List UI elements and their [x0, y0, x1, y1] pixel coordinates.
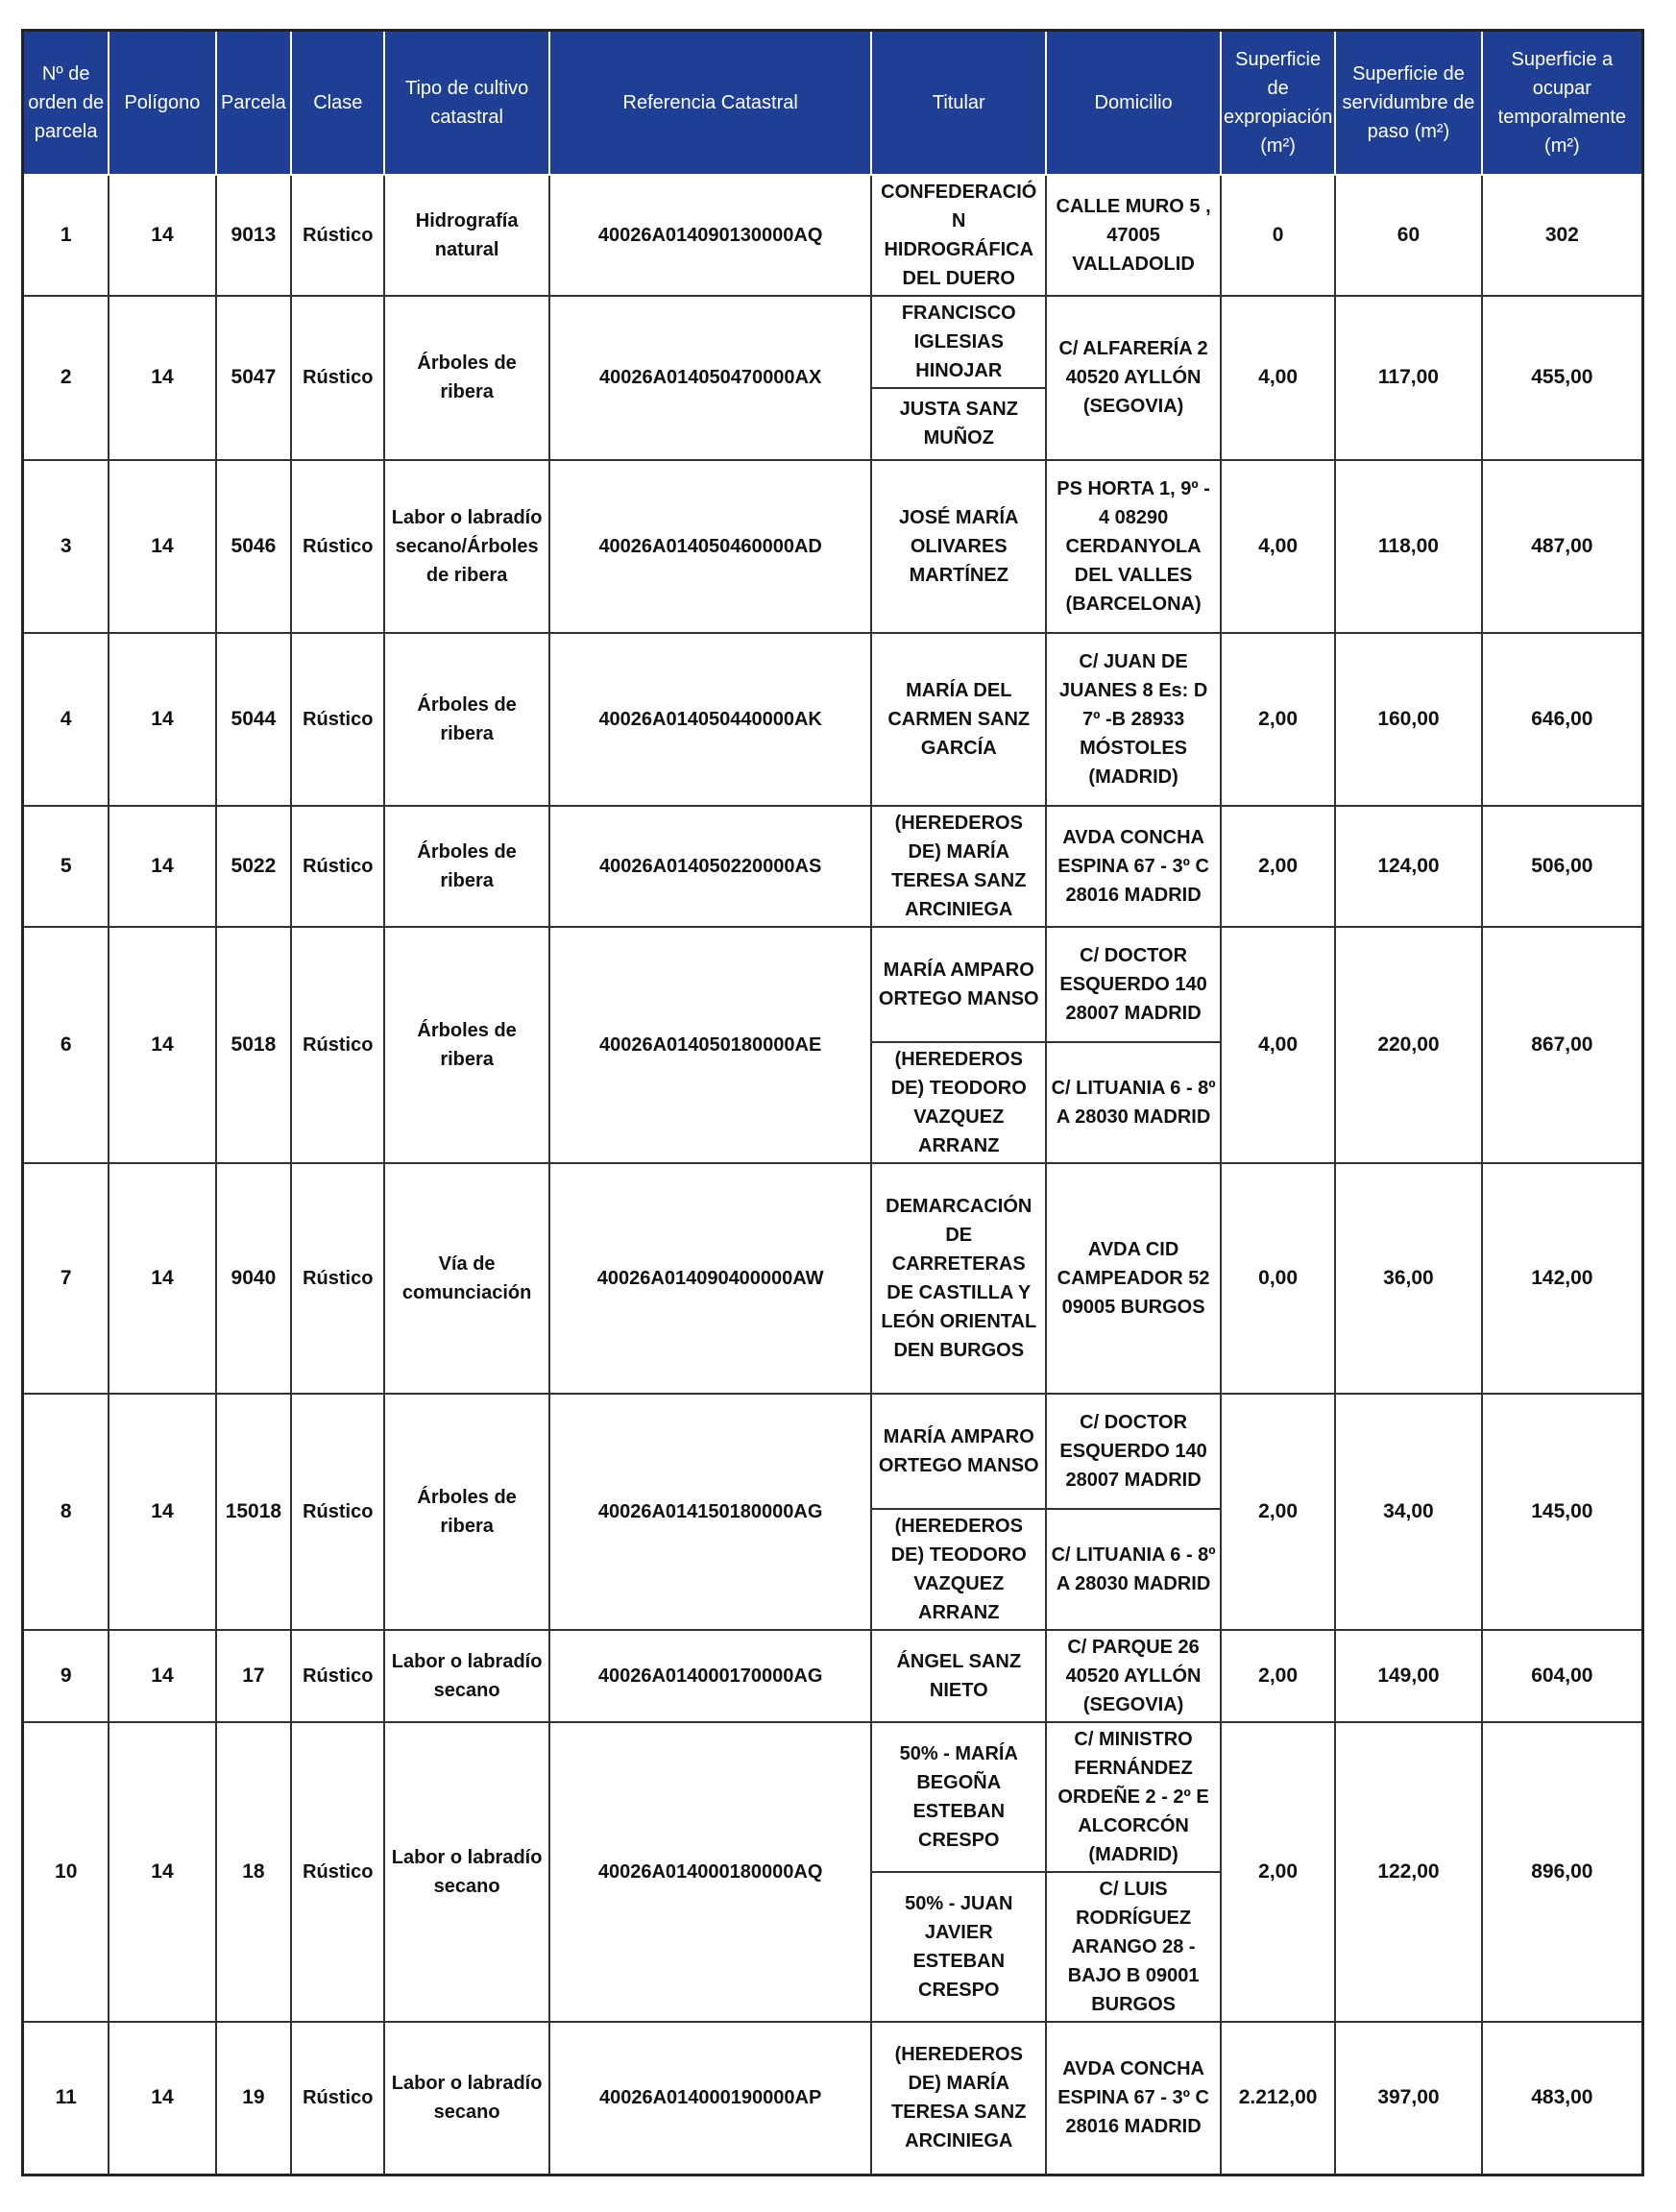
cell-referencia: 40026A014000180000AQ — [549, 1722, 871, 2022]
table-row — [23, 1163, 1643, 1394]
cell-orden: 6 — [23, 927, 109, 1163]
cell-tipo-cultivo: Labor o labradío secano/Árboles de ribera — [384, 460, 549, 633]
header-expropiacion: Superficie de expropiación (m²) — [1221, 31, 1335, 175]
cell-temporal: 483,00 — [1482, 2022, 1643, 2176]
header-servidumbre: Superficie de servidumbre de paso (m²) — [1335, 31, 1482, 175]
cell-servidumbre: 60 — [1335, 175, 1482, 296]
cell-temporal: 145,00 — [1482, 1394, 1643, 1630]
cell-servidumbre: 220,00 — [1335, 927, 1482, 1163]
cell-servidumbre: 149,00 — [1335, 1630, 1482, 1722]
cell-orden: 5 — [23, 806, 109, 927]
cell-servidumbre: 36,00 — [1335, 1163, 1482, 1394]
cell-clase: Rústico — [291, 2022, 384, 2176]
table-row — [23, 296, 1643, 388]
cell-domicilio: C/ JUAN DE JUANES 8 Es: D 7º -B 28933 MÓSTOLES (MADRID) — [1046, 633, 1221, 806]
cell-expropiacion: 2,00 — [1221, 1394, 1335, 1630]
cell-orden: 7 — [23, 1163, 109, 1394]
cell-orden: 11 — [23, 2022, 109, 2176]
cell-referencia: 40026A014000170000AG — [549, 1630, 871, 1722]
cell-tipo-cultivo: Árboles de ribera — [384, 927, 549, 1163]
cell-servidumbre: 160,00 — [1335, 633, 1482, 806]
cell-poligono: 14 — [109, 806, 215, 927]
header-orden: Nº de orden de parcela — [23, 31, 109, 175]
cell-domicilio: C/ PARQUE 26 40520 AYLLÓN (SEGOVIA) — [1046, 1630, 1221, 1722]
cell-temporal: 896,00 — [1482, 1722, 1643, 2022]
cell-tipo-cultivo: Labor o labradío secano — [384, 1630, 549, 1722]
cell-tipo-cultivo: Labor o labradío secano — [384, 2022, 549, 2176]
cell-poligono: 14 — [109, 1163, 215, 1394]
cell-domicilio: C/ LUIS RODRÍGUEZ ARANGO 28 - BAJO B 09001 BURGOS — [1046, 1872, 1221, 2022]
cell-tipo-cultivo: Árboles de ribera — [384, 806, 549, 927]
cell-titular: DEMARCACIÓN DE CARRETERAS DE CASTILLA Y LEÓN ORIENTAL DEN BURGOS — [871, 1163, 1046, 1394]
cell-servidumbre: 122,00 — [1335, 1722, 1482, 2022]
cell-orden: 4 — [23, 633, 109, 806]
cell-temporal: 487,00 — [1482, 460, 1643, 633]
cell-tipo-cultivo: Vía de comunciación — [384, 1163, 549, 1394]
cell-temporal: 506,00 — [1482, 806, 1643, 927]
cell-clase: Rústico — [291, 1394, 384, 1630]
cell-titular: (HEREDEROS DE) MARÍA TERESA SANZ ARCINIEGA — [871, 806, 1046, 927]
cell-temporal: 646,00 — [1482, 633, 1643, 806]
cell-referencia: 40026A014090130000AQ — [549, 175, 871, 296]
cell-temporal: 867,00 — [1482, 927, 1643, 1163]
header-titular: Titular — [871, 31, 1046, 175]
cell-domicilio: C/ DOCTOR ESQUERDO 140 28007 MADRID — [1046, 1394, 1221, 1509]
cell-parcela: 17 — [216, 1630, 292, 1722]
table-row — [23, 1722, 1643, 1872]
cell-referencia: 40026A014050440000AK — [549, 633, 871, 806]
cell-orden: 9 — [23, 1630, 109, 1722]
cell-poligono: 14 — [109, 460, 215, 633]
cell-parcela: 5022 — [216, 806, 292, 927]
cell-titular: MARÍA DEL CARMEN SANZ GARCÍA — [871, 633, 1046, 806]
cell-parcela: 9040 — [216, 1163, 292, 1394]
header-row — [23, 31, 1643, 175]
cell-parcela: 5018 — [216, 927, 292, 1163]
parcels-table — [21, 29, 1644, 2176]
header-domicilio: Domicilio — [1046, 31, 1221, 175]
cell-domicilio: C/ LITUANIA 6 - 8º A 28030 MADRID — [1046, 1042, 1221, 1163]
cell-poligono: 14 — [109, 1722, 215, 2022]
cell-domicilio: C/ DOCTOR ESQUERDO 140 28007 MADRID — [1046, 927, 1221, 1042]
cell-titular: 50% - MARÍA BEGOÑA ESTEBAN CRESPO — [871, 1722, 1046, 1872]
cell-clase: Rústico — [291, 633, 384, 806]
cell-titular: (HEREDEROS DE) TEODORO VAZQUEZ ARRANZ — [871, 1509, 1046, 1630]
cell-clase: Rústico — [291, 1722, 384, 2022]
cell-servidumbre: 124,00 — [1335, 806, 1482, 927]
cell-titular: (HEREDEROS DE) TEODORO VAZQUEZ ARRANZ — [871, 1042, 1046, 1163]
cell-orden: 1 — [23, 175, 109, 296]
cell-poligono: 14 — [109, 1630, 215, 1722]
cell-clase: Rústico — [291, 175, 384, 296]
cell-referencia: 40026A014050470000AX — [549, 296, 871, 460]
cell-domicilio: C/ LITUANIA 6 - 8º A 28030 MADRID — [1046, 1509, 1221, 1630]
cell-referencia: 40026A014150180000AG — [549, 1394, 871, 1630]
table-row — [23, 460, 1643, 633]
cell-titular: MARÍA AMPARO ORTEGO MANSO — [871, 927, 1046, 1042]
cell-tipo-cultivo: Labor o labradío secano — [384, 1722, 549, 2022]
cell-titular: FRANCISCO IGLESIAS HINOJAR — [871, 296, 1046, 388]
table-row — [23, 1394, 1643, 1509]
cell-poligono: 14 — [109, 1394, 215, 1630]
cell-referencia: 40026A014090400000AW — [549, 1163, 871, 1394]
cell-titular: (HEREDEROS DE) MARÍA TERESA SANZ ARCINIEGA — [871, 2022, 1046, 2176]
cell-poligono: 14 — [109, 633, 215, 806]
cell-poligono: 14 — [109, 175, 215, 296]
cell-titular: JOSÉ MARÍA OLIVARES MARTÍNEZ — [871, 460, 1046, 633]
cell-parcela: 18 — [216, 1722, 292, 2022]
cell-parcela: 9013 — [216, 175, 292, 296]
cell-temporal: 455,00 — [1482, 296, 1643, 460]
cell-orden: 3 — [23, 460, 109, 633]
cell-expropiacion: 2.212,00 — [1221, 2022, 1335, 2176]
header-poligono: Polígono — [109, 31, 215, 175]
cell-poligono: 14 — [109, 927, 215, 1163]
cell-referencia: 40026A014050180000AE — [549, 927, 871, 1163]
cell-servidumbre: 397,00 — [1335, 2022, 1482, 2176]
cell-expropiacion: 4,00 — [1221, 460, 1335, 633]
cell-referencia: 40026A014050220000AS — [549, 806, 871, 927]
header-temporal: Superficie a ocupar temporalmente (m²) — [1482, 31, 1643, 175]
table-body — [23, 175, 1643, 2176]
cell-clase: Rústico — [291, 1630, 384, 1722]
table-row — [23, 2022, 1643, 2176]
cell-domicilio: C/ ALFARERÍA 2 40520 AYLLÓN (SEGOVIA) — [1046, 296, 1221, 460]
cell-clase: Rústico — [291, 927, 384, 1163]
cell-expropiacion: 4,00 — [1221, 296, 1335, 460]
cell-servidumbre: 117,00 — [1335, 296, 1482, 460]
cell-parcela: 15018 — [216, 1394, 292, 1630]
cell-titular: JUSTA SANZ MUÑOZ — [871, 388, 1046, 460]
table-row — [23, 927, 1643, 1042]
cell-expropiacion: 0,00 — [1221, 1163, 1335, 1394]
cell-domicilio: C/ MINISTRO FERNÁNDEZ ORDEÑE 2 - 2º E ALCORCÓN (MADRID) — [1046, 1722, 1221, 1872]
header-clase: Clase — [291, 31, 384, 175]
cell-domicilio: AVDA CONCHA ESPINA 67 - 3º C 28016 MADRID — [1046, 2022, 1221, 2176]
header-tipo-cultivo: Tipo de cultivo catastral — [384, 31, 549, 175]
cell-domicilio: CALLE MURO 5 , 47005 VALLADOLID — [1046, 175, 1221, 296]
cell-parcela: 5047 — [216, 296, 292, 460]
header-referencia: Referencia Catastral — [549, 31, 871, 175]
cell-temporal: 142,00 — [1482, 1163, 1643, 1394]
table-row — [23, 175, 1643, 296]
cell-parcela: 5046 — [216, 460, 292, 633]
cell-parcela: 5044 — [216, 633, 292, 806]
cell-poligono: 14 — [109, 2022, 215, 2176]
cell-domicilio: AVDA CID CAMPEADOR 52 09005 BURGOS — [1046, 1163, 1221, 1394]
cell-titular: MARÍA AMPARO ORTEGO MANSO — [871, 1394, 1046, 1509]
cell-clase: Rústico — [291, 1163, 384, 1394]
cell-clase: Rústico — [291, 296, 384, 460]
cell-orden: 10 — [23, 1722, 109, 2022]
cell-referencia: 40026A014050460000AD — [549, 460, 871, 633]
cell-orden: 2 — [23, 296, 109, 460]
header-parcela: Parcela — [216, 31, 292, 175]
cell-titular: 50% - JUAN JAVIER ESTEBAN CRESPO — [871, 1872, 1046, 2022]
cell-expropiacion: 2,00 — [1221, 633, 1335, 806]
cell-domicilio: AVDA CONCHA ESPINA 67 - 3º C 28016 MADRID — [1046, 806, 1221, 927]
cell-poligono: 14 — [109, 296, 215, 460]
cell-expropiacion: 2,00 — [1221, 806, 1335, 927]
cell-clase: Rústico — [291, 806, 384, 927]
cell-temporal: 302 — [1482, 175, 1643, 296]
cell-tipo-cultivo: Árboles de ribera — [384, 1394, 549, 1630]
cell-servidumbre: 34,00 — [1335, 1394, 1482, 1630]
cell-clase: Rústico — [291, 460, 384, 633]
cell-expropiacion: 2,00 — [1221, 1630, 1335, 1722]
cell-expropiacion: 2,00 — [1221, 1722, 1335, 2022]
cell-servidumbre: 118,00 — [1335, 460, 1482, 633]
table-row — [23, 1630, 1643, 1722]
cell-parcela: 19 — [216, 2022, 292, 2176]
table-row — [23, 806, 1643, 927]
cell-tipo-cultivo: Hidrografía natural — [384, 175, 549, 296]
cell-titular: ÁNGEL SANZ NIETO — [871, 1630, 1046, 1722]
cell-orden: 8 — [23, 1394, 109, 1630]
cell-referencia: 40026A014000190000AP — [549, 2022, 871, 2176]
cell-domicilio: PS HORTA 1, 9º - 4 08290 CERDANYOLA DEL VALLES (BARCELONA) — [1046, 460, 1221, 633]
table-row — [23, 633, 1643, 806]
cell-titular: CONFEDERACIÓN HIDROGRÁFICA DEL DUERO — [871, 175, 1046, 296]
cell-tipo-cultivo: Árboles de ribera — [384, 296, 549, 460]
cell-temporal: 604,00 — [1482, 1630, 1643, 1722]
cell-expropiacion: 4,00 — [1221, 927, 1335, 1163]
cell-tipo-cultivo: Árboles de ribera — [384, 633, 549, 806]
cell-expropiacion: 0 — [1221, 175, 1335, 296]
